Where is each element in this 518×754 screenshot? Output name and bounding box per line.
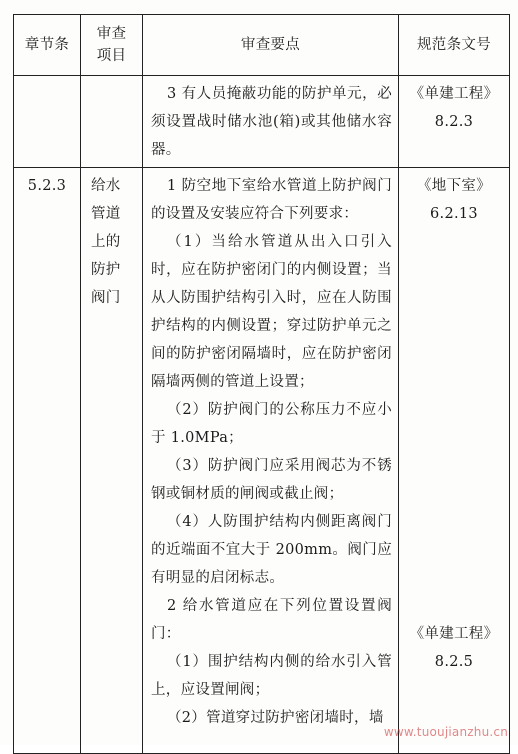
- row1-section: [14, 76, 81, 168]
- row2-point: （2）管道穿过防护密闭墙时，墙: [166, 710, 384, 726]
- row2-point: （4）人防围护结构内侧距离阀门的近端面不宜大于 200mm。阀门应有明显的启闭标志。: [151, 514, 392, 586]
- header-refs: 规范条文号: [399, 15, 510, 76]
- row2-item-line: 防护: [91, 262, 121, 278]
- header-item-line2: 项目: [96, 48, 127, 64]
- row1-points: [143, 76, 399, 168]
- review-table: [13, 14, 510, 754]
- watermark: www.tuoujianzhu.cn: [383, 725, 508, 739]
- table-row: [14, 168, 510, 754]
- row2-ref1-name: 《地下室》: [417, 178, 491, 194]
- row1-ref-no: 8.2.3: [434, 114, 474, 130]
- row2-item-line: 管道: [91, 206, 121, 222]
- row2-point: （3）防护阀门应采用阀芯为不锈钢或铜材质的闸阀或截止阀；: [151, 458, 392, 502]
- table-header-row: [14, 15, 510, 76]
- row2-ref2-name: 《单建工程》: [409, 626, 499, 642]
- header-item: [81, 15, 143, 76]
- header-section: 章节条: [14, 15, 81, 76]
- row2-point: （1）当给水管道从出入口引入时，应在防护密闭门的内侧设置；当从人防围护结构引入时，应在人防围护结构的内侧设置；穿过防护单元之间的防护密闭隔墙时，应在防护密闭隔墙两侧的管道上设置；: [151, 234, 392, 390]
- row2-point: （1）围护结构内侧的给水引入管上，应设置闸阀；: [151, 654, 392, 698]
- row2-ref1-no: 6.2.13: [430, 206, 478, 222]
- row2-item: [81, 168, 143, 754]
- row2-item-line: 给水: [91, 178, 121, 194]
- row2-section: 5.2.3: [14, 168, 81, 754]
- row2-point: （2）防护阀门的公称压力不应小于 1.0MPa；: [151, 402, 392, 446]
- row1-point-0: 3 有人员掩蔽功能的防护单元，必须设置战时储水池(箱)或其他储水容器。: [151, 86, 392, 158]
- header-points: 审查要点: [143, 15, 399, 76]
- ref-spacer: [400, 228, 508, 620]
- row2-item-line: 阀门: [91, 290, 121, 306]
- row2-item-line: 上的: [91, 234, 121, 250]
- row2-refs: [399, 168, 510, 754]
- row1-ref-name: 《单建工程》: [409, 86, 499, 102]
- row2-ref2-no: 8.2.5: [434, 654, 474, 670]
- table-row: [14, 76, 510, 168]
- row2-point: 1 防空地下室给水管道上防护阀门的设置及安装应符合下列要求：: [151, 178, 392, 222]
- row1-item: [81, 76, 143, 168]
- header-item-line1: 审查: [96, 26, 127, 42]
- row2-points: [143, 168, 399, 754]
- row1-refs: [399, 76, 510, 168]
- row2-point: 2 给水管道应在下列位置设置阀门：: [151, 598, 392, 642]
